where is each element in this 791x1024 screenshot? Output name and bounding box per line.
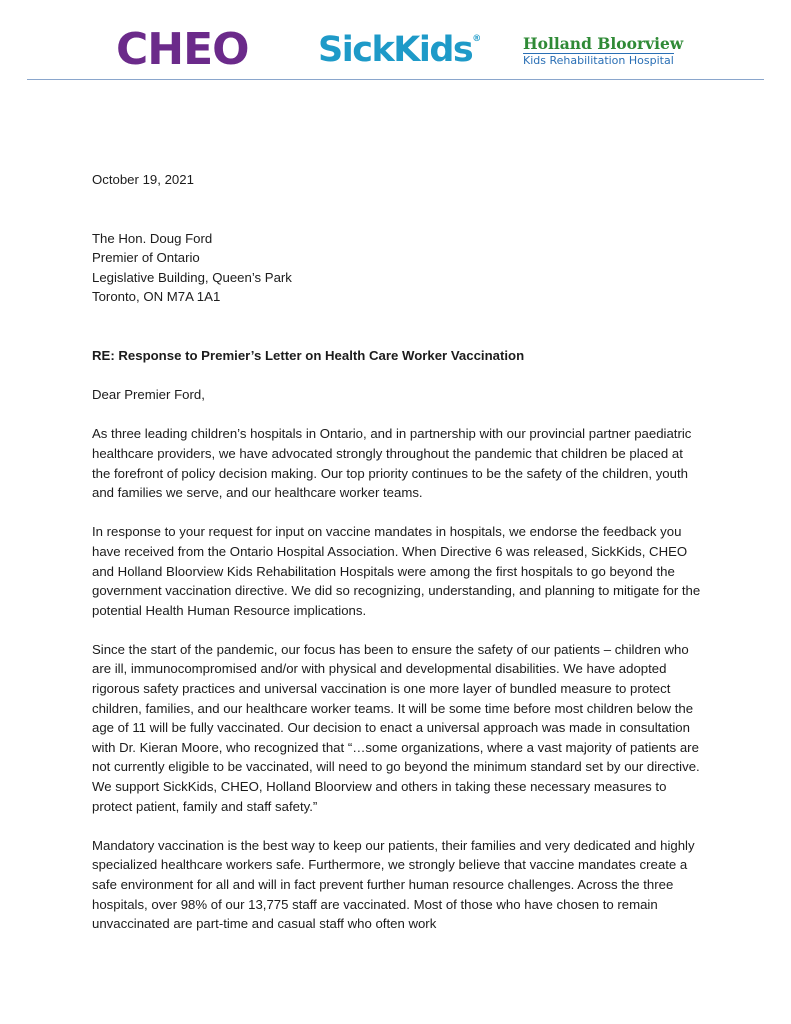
sickkids-logo xyxy=(318,30,482,70)
salutation: Dear Premier Ford, xyxy=(92,387,205,403)
cheo-logo: CHEO xyxy=(116,24,249,75)
header-divider xyxy=(27,79,764,80)
registered-mark: ® xyxy=(472,34,482,44)
address-line: Premier of Ontario xyxy=(92,250,200,266)
address-line: The Hon. Doug Ford xyxy=(92,230,213,246)
sickkids-logo-text: SickKids xyxy=(318,30,473,70)
holland-bloorview-subtitle: Kids Rehabilitation Hospital xyxy=(523,54,674,67)
address-line: Legislative Building, Queen’s Park xyxy=(92,269,292,285)
body-paragraph: As three leading children’s hospitals in Ontario, and in partnership with our provincial partner paediatric healthcare providers, we have advocated strongly throughout the pandemic that children be placed at the forefront of policy decision making. Our top priority continues to be the safety of the children, youth and families we serve, and our healthcare worker teams. xyxy=(92,426,692,501)
subject-line: RE: Response to Premier’s Letter on Health Care Worker Vaccination xyxy=(92,347,525,363)
letter-date: October 19, 2021 xyxy=(92,172,194,187)
letter-body xyxy=(92,170,702,953)
recipient-address xyxy=(92,229,702,307)
address-line: Toronto, ON M7A 1A1 xyxy=(92,289,221,305)
body-paragraph: Since the start of the pandemic, our focus has been to ensure the safety of our patients – children who are ill, immunocompromised and/or with physical and developmental disabilities. We have adopted rigorous safety practices and universal vaccination is one more layer of bundled measure to protect children, families, and our healthcare worker teams. It will be some time before most children below the age of 11 will be fully vaccinated. Our decision to enact a universal approach was made in consultation with Dr. Kieran Moore, who recognized that “…some organizations, where a vast majority of patients are not currently eligible to be vaccinated, will need to go beyond the minimum standard set by our directive. We support SickKids, CHEO, Holland Bloorview and others in taking these necessary measures to protect patient, family and staff safety.” xyxy=(92,641,700,814)
body-paragraph: In response to your request for input on vaccine mandates in hospitals, we endorse the feedback you have received from the Ontario Hospital Association. When Directive 6 was released, SickKids, CHEO and Holland Bloorview Kids Rehabilitation Hospitals were among the first hospitals to go beyond the government vaccination directive. We did so recognizing, understanding, and planning to mitigate for the potential Health Human Resource implications. xyxy=(92,524,701,618)
body-paragraph: Mandatory vaccination is the best way to keep our patients, their families and very dedicated and highly specialized healthcare workers safe. Furthermore, we strongly believe that vaccine mandates create a safe environment for all and will in fact prevent further human resource challenges. Across the three hospitals, over 98% of our 13,775 staff are vaccinated. Most of those who have chosen to remain unvaccinated are part-time and casual staff who often work xyxy=(92,837,695,932)
holland-bloorview-logo: Holland Bloorview xyxy=(523,34,684,53)
